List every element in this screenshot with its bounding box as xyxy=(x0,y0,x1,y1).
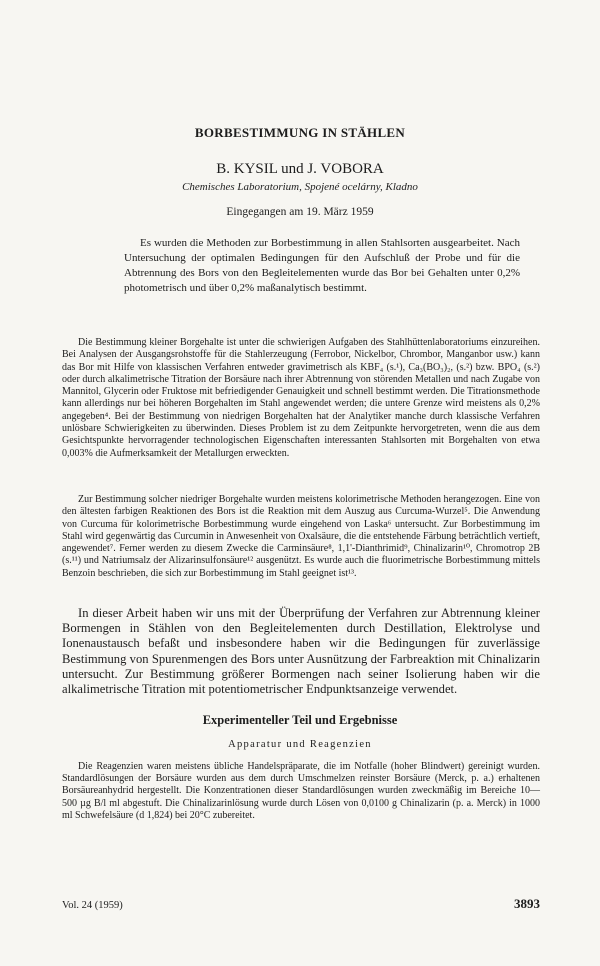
journal-volume: Vol. 24 (1959) xyxy=(62,900,123,911)
subsection-heading: Apparatur und Reagenzien xyxy=(228,739,372,750)
body-paragraph-2: Zur Bestimmung solcher niedriger Borgehalte wurden meistens kolorimetrische Methoden herangezogen. Eine von den ältesten farbigen Reaktionen des Bors ist die Reaktion mit dem Auszug aus Curcuma-Wurzel⁵. Die Anwendung von Curcuma für kolorimetrische Borbestimmung wurde eingehend von Laska⁶ untersucht. Zur Borbestimmung im Stahl wird gegenwärtig das Curcumin in Anwesenheit von Oxalsäure, die die entstehende Färbung beträchtlich vertieft, angewendet⁷. Ferner werden zu diesem Zwecke die Carminsäure⁸, 1,1'-Dianthrimid⁹, Chinalizarin¹⁰, Chromotrop 2B (s.¹¹) und Natriumsalz der Alizarinsulfonsäure¹² ausgenützt. Es wurde auch die fluorimetrische Borbestimmung mittels Benzoin beschrieben, die sich zur Borbestimmung im Stahl geeignet ist¹³. xyxy=(62,494,540,579)
body-paragraph-4: Die Reagenzien waren meistens übliche Handelspräparate, die im Notfalle (hoher Blindwert) gereinigt wurden. Standardlösungen der Borsäure wurden aus dem durch Umschmelzen reinster Borsäure (Merck, p. a.) erhaltenen Borsäureanhydrid hergestellt. Die Konzentrationen dieser Standardlösungen wurden zweckmäßig im Bereiche 10—500 µg B/l ml abgestuft. Die Chinalizarinlösung wurde durch Lösen von 0,0100 g Chinalizarin (p. a. Merck) in 1000 ml Schwefelsäure (d 1,824) bei 20°C zubereitet. xyxy=(62,761,540,821)
author-affiliation: Chemisches Laboratorium, Spojené ocelárny, Kladno xyxy=(182,181,418,193)
body-paragraph-1: Die Bestimmung kleiner Borgehalte ist unter die schwierigen Aufgaben des Stahlhüttenlaboratoriums einzureihen. Bei Analysen der Ausgangsrohstoffe für die Stahlerzeugung (Ferrobor, Nickelbor, Chrombor, Manganbor usw.) kann das Bor mit Hilfe von klassischen Verfahren entweder gravimetrisch als KBF₄ (s.¹), Ca₃(BO₃)₂, (s.²) bzw. BPO₄ (s.²) oder durch alkalimetrische Titration der Borsäure nach ihrer Abtrennung von störenden Metallen und nach Zugabe von Mannitol, Glycerin oder Fruktose mit befriedigender Genauigkeit und schnell bestimmt werden. Die Titrationsmethode kann allerdings nur bei höheren Borgehalten im Stahl angewendet werden; die untere Grenze wird meistens als 0,2% angegeben⁴. Bei der Bestimmung von niedrigen Borgehalten hat der Analytiker manche durch klassische Verfahren unlösbare Schwierigkeiten zu überwinden. Dieses Problem ist zu dem Zeitpunkte hervorgetreten, wenn die aus dem Gesichtspunkte hervorragender technologischen Eigenschaften interessanten Stahlsorten mit Borgehalten von etwa 0,003% die Aufmerksamkeit der Metallurgen erweckten. xyxy=(62,337,540,459)
paper-title: BORBESTIMMUNG IN STÄHLEN xyxy=(194,125,406,140)
section-heading: Experimenteller Teil und Ergebnisse xyxy=(202,713,398,727)
paper-authors: B. KYSIL und J. VOBORA xyxy=(216,161,384,177)
abstract: Es wurden die Methoden zur Borbestimmung in allen Stahlsorten ausgearbeitet. Nach Untersuchung der optimalen Bedingungen für den Aufschluß der Probe und für die Abtrennung des Bors von den Begleitelementen wurde das Bor bei Gehalten unter 0,2% photometrisch und über 0,2% maßanalytisch bestimmt. xyxy=(124,237,520,294)
page-number: 3893 xyxy=(514,896,540,911)
received-date: Eingegangen am 19. März 1959 xyxy=(226,206,374,218)
body-paragraph-3: In dieser Arbeit haben wir uns mit der Überprüfung der Verfahren zur Abtrennung kleiner Bormengen in Stählen von den Begleitelementen durch Destillation, Elektrolyse und Ionenaustausch befaßt und insbesondere haben wir die Bedingungen für zuverlässige Bestimmung von Spurenmengen des Bors unter Ausnützung der Farbreaktion mit Chinalizarin untersucht. Zur Bestimmung größerer Bormengen nach seiner Isolierung haben wir die alkalimetrische Titration mit potentiometrischer Endpunktsanzeige verwendet. xyxy=(62,606,540,697)
